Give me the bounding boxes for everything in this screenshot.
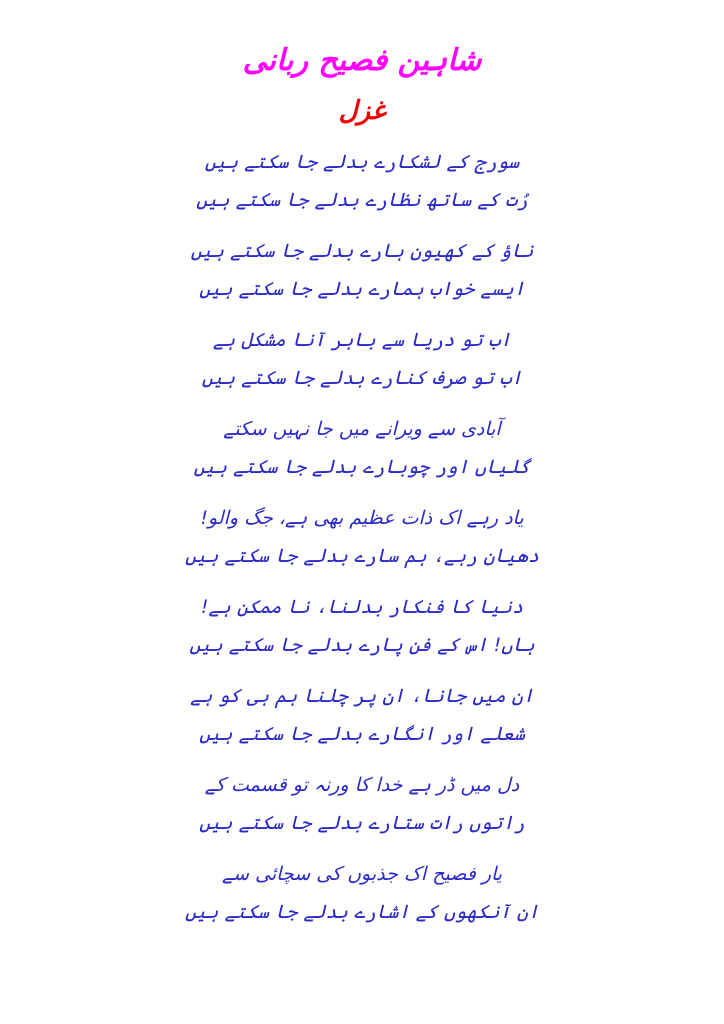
poem-body (0, 143, 724, 931)
poem-line: ان میں جانا، ان پر چلنا ہم ہی کو ہے (190, 684, 534, 707)
poem-line: آبادی سے ویرانے میں جا نہیں سکتے (223, 417, 501, 440)
poem-line: یاد رہے اک ذات عظیم بھی ہے، جگ والو! (200, 506, 524, 529)
poem-line: رُت کے ساتھ نظارے بدلے جا سکتے ہیں (196, 188, 528, 211)
poem-line: ان آنکھوں کے اشارے بدلے جا سکتے ہیں (185, 900, 539, 923)
author-name: شاہین فصیح ربانی (242, 43, 482, 78)
poem-line: ناؤ کے کھیون ہارے بدلے جا سکتے ہیں (190, 239, 534, 262)
poem-line: اب تو دریا سے باہر آنا مشکل ہے (212, 328, 512, 351)
couplet-1 (0, 143, 724, 219)
couplet-8 (0, 766, 724, 842)
ghazal-heading: غزل (338, 95, 386, 126)
poem-line: دنیا کا فنکار بدلنا، نا ممکن ہے! (200, 595, 524, 618)
couplet-9 (0, 855, 724, 931)
couplet-4 (0, 410, 724, 486)
poem-line: دھیان رہے، ہم سارے بدلے جا سکتے ہیں (185, 544, 539, 567)
poem-line: راتوں رات ستارے بدلے جا سکتے ہیں (199, 811, 525, 834)
couplet-7 (0, 677, 724, 753)
poem-line: شعلے اور انگارے بدلے جا سکتے ہیں (199, 722, 525, 745)
couplet-5 (0, 499, 724, 575)
poem-line: اب تو صرف کنارے بدلے جا سکتے ہیں (201, 366, 523, 389)
poem-line: گلیاں اور چوبارے بدلے جا سکتے ہیں (193, 455, 531, 478)
poem-line: دل میں ڈر ہے خدا کا ورنہ تو قسمت کے (204, 773, 520, 796)
poem-line: سورج کے لشکارے بدلے جا سکتے ہیں (204, 150, 520, 173)
couplet-2 (0, 232, 724, 308)
poem-line: ایسے خواب ہمارے بدلے جا سکتے ہیں (199, 277, 525, 300)
couplet-6 (0, 588, 724, 664)
poem-line: ہاں! اس کے فن پارے بدلے جا سکتے ہیں (189, 633, 535, 656)
couplet-3 (0, 321, 724, 397)
poem-line: یار فصیح اک جذبوں کی سچائی سے (221, 862, 503, 885)
